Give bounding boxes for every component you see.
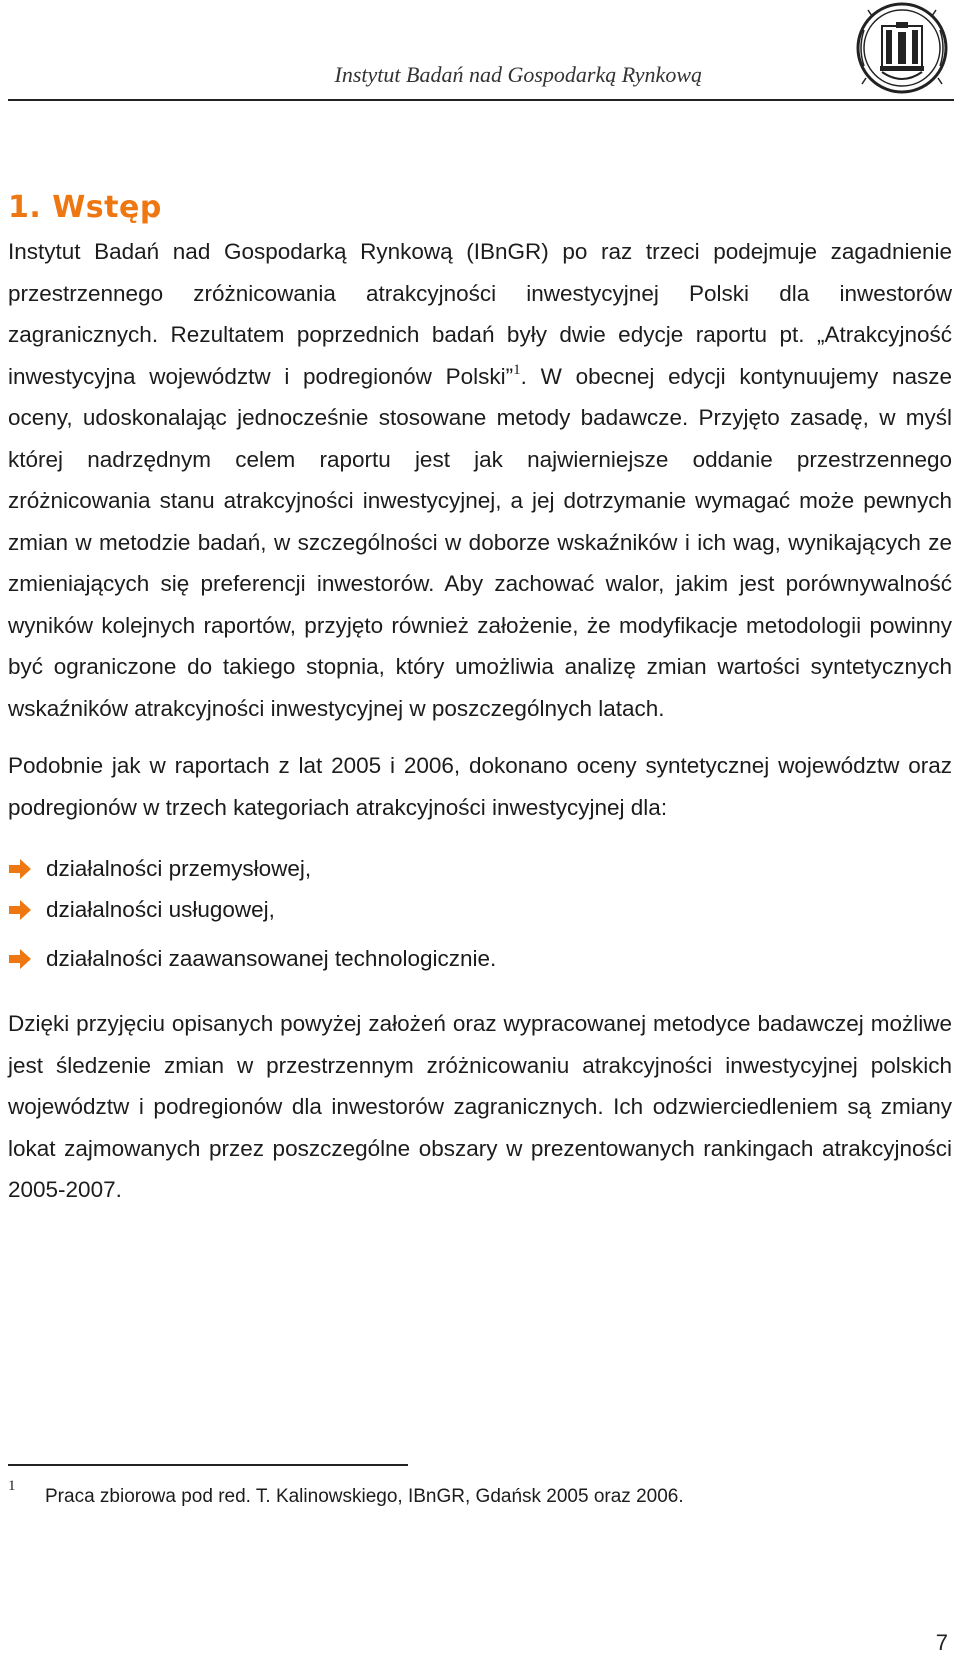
- arrow-right-icon: [8, 858, 32, 880]
- footnote-divider: [8, 1464, 408, 1466]
- footnote-text: Praca zbiorowa pod red. T. Kalinowskiego, IBnGR, Gdańsk 2005 oraz 2006.: [45, 1486, 684, 1507]
- page-header: [8, 0, 952, 100]
- list-item: [8, 848, 952, 889]
- category-list: [8, 848, 952, 979]
- paragraph-intro: [8, 231, 952, 729]
- list-item-label: działalności przemysłowej,: [46, 855, 312, 881]
- list-item: [8, 938, 952, 979]
- institute-emblem-icon: [852, 0, 952, 96]
- paragraph-categories: Podobnie jak w raportach z lat 2005 i 2006, dokonano oceny syntetycznej województw oraz podregionów w trzech kategoriach atrakcyjności inwestycyjnej dla:: [8, 753, 952, 820]
- arrow-right-icon: [8, 899, 32, 921]
- list-item-label: działalności zaawansowanej technologicznie.: [46, 945, 497, 971]
- paragraph-intro-text-b: . W obecnej edycji kontynuujemy nasze oceny, udoskonalając jednocześnie stosowane metody badawcze. Przyjęto zasadę, w myśl której nadrzędnym celem raportu jest jak najwierniejsze oddanie przestrzennego zróżnicowania stanu atrakcyjności inwestycyjnej, a jej dotrzymanie wymagać może pewnych zmian w metodzie badań, w szczególności w doborze wskaźników i ich wag, wynikających ze zmieniających się preferencji inwestorów. Aby zachować walor, jakim jest porównywalność wyników kolejnych raportów, przyjęto również założenie, że modyfikacje metodologii powinny być ograniczone do takiego stopnia, który umożliwia analizę zmian wartości syntetycznych wskaźników atrakcyjności inwestycyjnej w poszczególnych latach.: [8, 363, 952, 721]
- header-divider: [8, 99, 954, 101]
- page-content: [8, 190, 952, 1211]
- list-item-label: działalności usługowej,: [46, 896, 275, 922]
- section-title: 1. Wstęp: [8, 190, 162, 225]
- list-item: [8, 889, 952, 930]
- institute-name: Instytut Badań nad Gospodarką Rynkową: [334, 62, 702, 87]
- page-number: 7: [935, 1630, 948, 1655]
- footnote-number: 1: [8, 1478, 16, 1494]
- footnote-reference[interactable]: 1: [513, 361, 521, 378]
- paragraph-conclusion: Dzięki przyjęciu opisanych powyżej założeń oraz wypracowanej metodyce badawczej możliwe jest śledzenie zmian w przestrzennym zróżnicowaniu atrakcyjności inwestycyjnej polskich województw i podregionów dla inwestorów zagranicznych. Ich odzwierciedleniem są zmiany lokat zajmowanych przez poszczególne obszary w prezentowanych rankingach atrakcyjności 2005-2007.: [8, 1011, 952, 1202]
- paragraph-intro-text-a: Instytut Badań nad Gospodarką Rynkową (IBnGR) po raz trzeci podejmuje zagadnienie przestrzennego zróżnicowania atrakcyjności inwestycyjnej Polski dla inwestorów zagranicznych. Rezultatem poprzednich badań były dwie edycje raportu pt. „Atrakcyjność inwestycyjna województw i podregionów Polski”: [8, 239, 952, 389]
- arrow-right-icon: [8, 948, 32, 970]
